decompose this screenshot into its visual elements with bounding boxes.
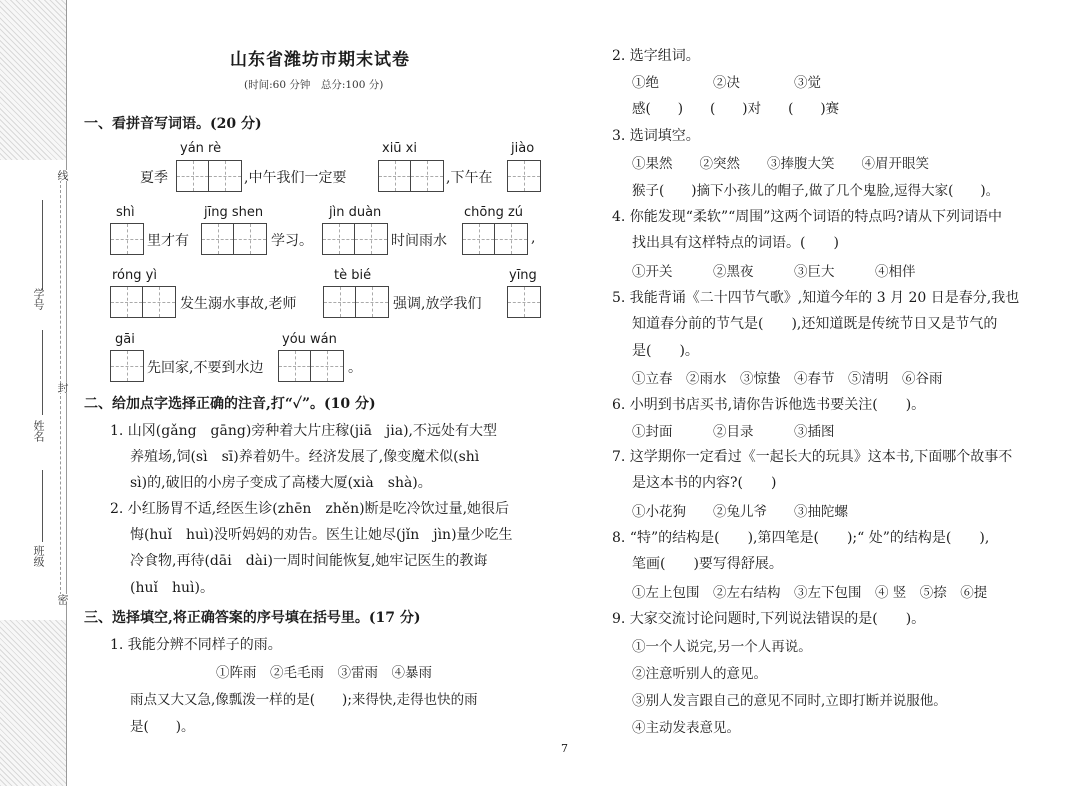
sentence-text: 时间雨水 xyxy=(391,233,447,249)
answer-box-2[interactable] xyxy=(110,286,176,318)
pinyin: chōng zú xyxy=(464,205,524,220)
answer-box-1[interactable] xyxy=(507,160,541,192)
question-line: 1. 我能分辨不同样子的雨。 xyxy=(110,637,282,653)
options-line: ①果然 ②突然 ③捧腹大笑 ④眉开眼笑 xyxy=(632,156,929,172)
sentence-text: 夏季 xyxy=(140,170,168,186)
answer-box-2[interactable] xyxy=(378,160,444,192)
pinyin: jīng shen xyxy=(204,205,264,220)
xuehao-line xyxy=(42,200,43,290)
options-line: ①一个人说完,另一个人再说。 xyxy=(632,639,812,655)
banji-line xyxy=(42,470,43,542)
question-line: 6. 小明到书店买书,请你告诉他选书要关注( )。 xyxy=(612,397,926,413)
question-line: 养殖场,饲(sì sī)养着奶牛。经济发展了,像变魔术似(shì xyxy=(130,449,480,465)
question-line: 3. 选词填空。 xyxy=(612,128,700,144)
page-number: 7 xyxy=(561,742,568,755)
section1-heading: 一、看拼音写词语。(20 分) xyxy=(84,116,262,132)
xingming-line xyxy=(42,330,43,415)
sentence-text: 先回家,不要到水边 xyxy=(147,360,264,376)
options-line: ③别人发言跟自己的意见不同时,立即打断并说服他。 xyxy=(632,693,947,709)
binding-label-xian: 线 xyxy=(56,170,69,181)
pinyin: jiào xyxy=(511,141,535,156)
sentence-text: 强调,放学我们 xyxy=(393,296,482,312)
question-line: 找出具有这样特点的词语。( ) xyxy=(632,235,839,251)
options-line: ②注意听别人的意见。 xyxy=(632,666,767,682)
page-subtitle: (时间:60 分钟 总分:100 分) xyxy=(244,79,384,91)
question-line: 笔画( )要写得舒展。 xyxy=(632,556,783,572)
question-line: 7. 这学期你一定看过《一起长大的玩具》这本书,下面哪个故事不 xyxy=(612,449,1013,465)
pinyin: gāi xyxy=(115,332,135,347)
sentence-text: , xyxy=(531,230,536,246)
answer-box-2[interactable] xyxy=(278,350,344,382)
answer-box-1[interactable] xyxy=(110,223,144,255)
sentence-text: ,中午我们一定要 xyxy=(244,170,347,186)
options-line: ①绝 ②决 ③觉 xyxy=(632,75,821,91)
question-line: 5. 我能背诵《二十四节气歌》,知道今年的 3 月 20 日是春分,我也 xyxy=(612,290,1020,306)
sentence-text: 里才有 xyxy=(147,233,189,249)
margin-hatch-bottom xyxy=(0,620,66,786)
binding-label-mi: 密 xyxy=(56,594,69,605)
answer-box-1[interactable] xyxy=(507,286,541,318)
question-line: 4. 你能发现“柔软”“周围”这两个词语的特点吗?请从下列词语中 xyxy=(612,209,1002,225)
banji-label: 班级 xyxy=(32,545,45,567)
sentence-text: ,下午在 xyxy=(446,170,493,186)
section3-heading: 三、选择填空,将正确答案的序号填在括号里。(17 分) xyxy=(84,610,421,626)
xuehao-label: 学号 xyxy=(32,288,45,310)
answer-box-2[interactable] xyxy=(323,286,389,318)
answer-box-2[interactable] xyxy=(462,223,528,255)
question-line: 感( ) ( )对 ( )赛 xyxy=(632,101,840,117)
question-line: 悔(huǐ huì)没听妈妈的劝告。医生让她尽(jǐn jìn)量少吃生 xyxy=(130,527,513,543)
pinyin: xiū xi xyxy=(382,141,417,156)
options-line: ①小花狗 ②兔儿爷 ③抽陀螺 xyxy=(632,504,848,520)
binding-label-feng: 封 xyxy=(56,382,69,393)
question-line: (huǐ huì)。 xyxy=(130,580,214,596)
sentence-text: 发生溺水事故,老师 xyxy=(180,296,297,312)
options-line: ①开关 ②黑夜 ③巨大 ④相伴 xyxy=(632,264,916,280)
question-line: 是这本书的内容?( ) xyxy=(632,475,777,491)
options-line: ①封面 ②目录 ③插图 xyxy=(632,424,835,440)
pinyin: jìn duàn xyxy=(329,205,382,220)
question-line: 雨点又大又急,像瓢泼一样的是( );来得快,走得也快的雨 xyxy=(130,692,478,708)
binding-line xyxy=(66,0,67,786)
pinyin: yóu wán xyxy=(282,332,337,347)
answer-box-2[interactable] xyxy=(201,223,267,255)
question-line: 2. 选字组词。 xyxy=(612,48,700,64)
options-line: ④主动发表意见。 xyxy=(632,720,740,736)
page-title: 山东省潍坊市期末试卷 xyxy=(230,50,410,70)
question-line: 冷食物,再待(dāi dài)一周时间能恢复,她牢记医生的教诲 xyxy=(130,553,488,569)
question-line: sì)的,破旧的小房子变成了高楼大厦(xià shà)。 xyxy=(130,475,432,491)
question-line: 知道春分前的节气是( ),还知道既是传统节日又是节气的 xyxy=(632,316,998,332)
answer-box-1[interactable] xyxy=(110,350,144,382)
margin-hatch-top xyxy=(0,0,66,160)
question-line: 是( )。 xyxy=(130,719,195,735)
options-line: ①阵雨 ②毛毛雨 ③雷雨 ④暴雨 xyxy=(216,665,432,681)
question-line: 1. 山冈(gǎng gāng)旁种着大片庄稼(jiā jia),不远处有大型 xyxy=(110,423,498,439)
answer-box-2[interactable] xyxy=(176,160,242,192)
sentence-text: 。 xyxy=(348,360,362,376)
question-line: 猴子( )摘下小孩儿的帽子,做了几个鬼脸,逗得大家( )。 xyxy=(632,183,1000,199)
pinyin: yán rè xyxy=(180,141,222,156)
options-line: ①立春 ②雨水 ③惊蛰 ④春节 ⑤清明 ⑥谷雨 xyxy=(632,371,943,387)
sentence-text: 学习。 xyxy=(271,233,313,249)
pinyin: tè bié xyxy=(334,268,372,283)
pinyin: shì xyxy=(116,205,135,220)
question-line: 8. “特”的结构是( ),第四笔是( );“ 处”的结构是( ), xyxy=(612,530,990,546)
question-line: 9. 大家交流讨论问题时,下列说法错误的是( )。 xyxy=(612,611,926,627)
pinyin: róng yì xyxy=(112,268,157,283)
xingming-label: 姓名 xyxy=(32,420,45,442)
answer-box-2[interactable] xyxy=(322,223,388,255)
question-line: 2. 小红肠胃不适,经医生诊(zhēn zhěn)断是吃冷饮过量,她很后 xyxy=(110,501,510,517)
options-line: ①左上包围 ②左右结构 ③左下包围 ④ 竖 ⑤捺 ⑥提 xyxy=(632,585,988,601)
section2-heading: 二、给加点字选择正确的注音,打“✓”。(10 分) xyxy=(84,396,376,412)
question-line: 是( )。 xyxy=(632,343,699,359)
pinyin: yīng xyxy=(509,268,537,283)
